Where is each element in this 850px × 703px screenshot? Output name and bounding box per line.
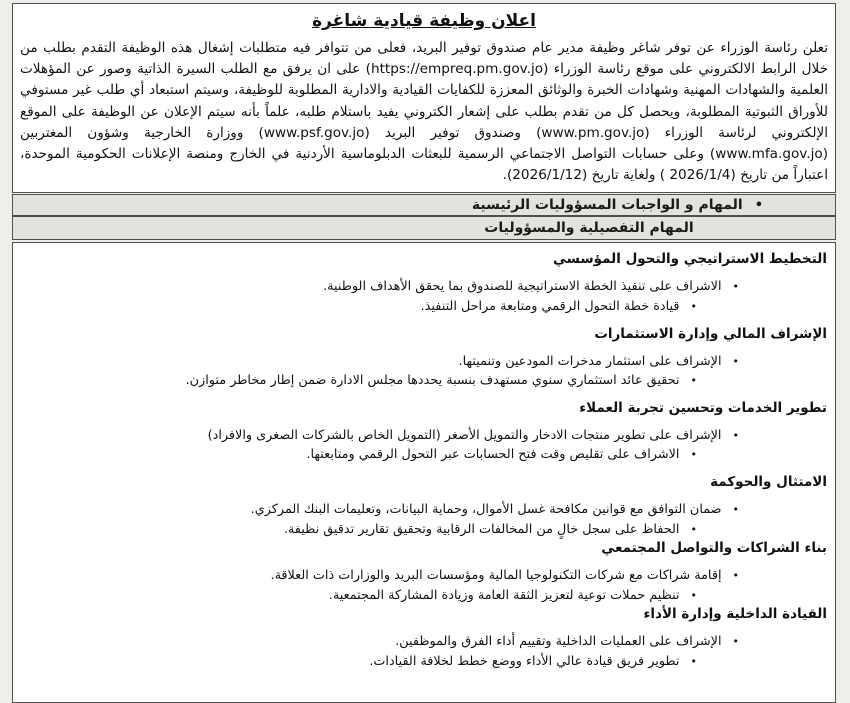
duty-item: • إقامة شراكات مع شركات التكنولوجيا المالية ومؤسسات البريد والوزارات ذات العلاقة. bbox=[21, 566, 827, 586]
section-partnerships-community bbox=[21, 539, 827, 605]
duty-item: • الاشراف على تقليص وقت فتح الحسابات عبر التحول الرقمي ومتابعتها. bbox=[21, 445, 827, 465]
duty-item: • الحفاظ على سجل خالٍ من المخالفات الرقابية وتحقيق تقارير تدقيق نظيفة. bbox=[21, 520, 827, 540]
section-bar-main-duties-label: • المهام و الواجبات المسؤوليات الرئيسية bbox=[472, 197, 763, 213]
section-bar-detailed-duties bbox=[12, 216, 836, 240]
announcement-body-text: تعلن رئاسة الوزراء عن توفر شاغر وظيفة مدير عام صندوق توفير البريد، فعلى من تتوافر فيه متطلبات إشغال هذه الوظيفة التقدم بطلب من خلال الرابط الالكتروني على موقع رئاسة الوزراء (https://empreq.pm.gov.jo) على ان يرفق مع الطلب السيرة الذاتية وصور عن المؤهلات العلمية والشهادات المهنية وشهادات الخبرة والوثائق المعززة للكفايات القيادية والادارية المطلوبة للوظيفة، وسيتم استبعاد أي طلب غير مستوفي للأوراق الثبوتية المطلوبة، ويحصل كل من تقدم بطلب على إشعار الكتروني يفيد باستلام طلبه، علماً بأنه سيتم الإعلان عن الوظيفة على الموقع الإلكتروني لرئاسة الوزراء (www.pm.gov.jo) وصندوق توفير البريد (www.psf.gov.jo) ووزارة الخارجية وشؤون المغتربين (www.mfa.gov.jo) وعلى حسابات التواصل الاجتماعي الرسمية للبعثات الدبلوماسية الأردنية في الخارج ومنصة الإعلانات الحكومية الموحدة، اعتباراً من تاريخ (2026/1/4 ) ولغاية تاريخ (2026/1/12). bbox=[20, 40, 828, 184]
section-heading: التخطيط الاستراتيجي والتحول المؤسسي bbox=[552, 251, 827, 268]
section-services-development bbox=[21, 399, 827, 465]
duty-item: • الاشراف على تنفيذ الخطة الاستراتيجية للصندوق بما يحقق الأهداف الوطنية. bbox=[21, 277, 827, 297]
section-financial-oversight bbox=[21, 325, 827, 391]
section-bar-detailed-duties-label: المهام التفصيلية والمسؤوليات bbox=[484, 220, 694, 237]
section-heading: الامتثال والحوكمة bbox=[710, 473, 827, 490]
announcement-header-box bbox=[12, 3, 836, 193]
section-heading: الإشراف المالي وإدارة الاستثمارات bbox=[594, 325, 827, 342]
section-bar-main-duties bbox=[12, 194, 836, 216]
duties-content-box bbox=[12, 242, 836, 703]
page-title: اعلان وظيفة قيادية شاغرة bbox=[312, 11, 536, 31]
section-strategic-planning bbox=[21, 250, 827, 316]
duty-item: • قيادة خطة التحول الرقمي ومتابعة مراحل التنفيذ. bbox=[21, 297, 827, 317]
section-heading: بناء الشراكات والتواصل المجتمعي bbox=[601, 540, 827, 557]
duty-item: • الإشراف على العمليات الداخلية وتقييم أداء الفرق والموظفين. bbox=[21, 632, 827, 652]
announcement-document bbox=[12, 3, 836, 703]
section-heading: تطوير الخدمات وتحسين تجربة العملاء bbox=[579, 399, 827, 416]
duty-item: • ضمان التوافق مع قوانين مكافحة غسل الأموال، وحماية البيانات، وتعليمات البنك المركزي. bbox=[21, 500, 827, 520]
duty-item: • تنظيم حملات توعية لتعزيز الثقة العامة وزيادة المشاركة المجتمعية. bbox=[21, 586, 827, 606]
duty-item: • الإشراف على تطوير منتجات الادخار والتمويل الأصغر (التمويل الخاص بالشركات الصغرى والافراد) bbox=[21, 426, 827, 446]
duty-item: • الإشراف على استثمار مدخرات المودعين وتنميتها. bbox=[21, 352, 827, 372]
duty-item: • تطوير فريق قيادة عالي الأداء ووضع خطط لخلافة القيادات. bbox=[21, 652, 827, 672]
duty-item: • تحقيق عائد استثماري سنوي مستهدف بنسبة يحددها مجلس الادارة ضمن إطار مخاطر متوازن. bbox=[21, 371, 827, 391]
section-internal-leadership bbox=[21, 605, 827, 671]
section-compliance-governance bbox=[21, 473, 827, 539]
section-heading: القيادة الداخلية وإدارة الأداء bbox=[643, 606, 827, 623]
